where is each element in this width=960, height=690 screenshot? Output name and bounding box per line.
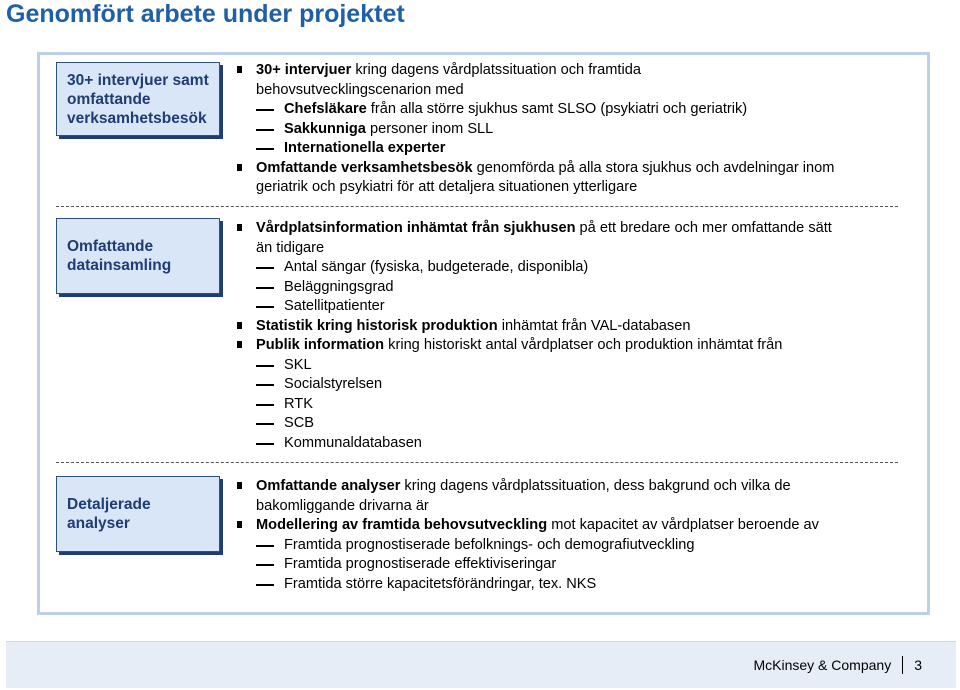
bullet-text bbox=[284, 575, 596, 595]
bullet-text bbox=[256, 159, 834, 179]
footer bbox=[753, 656, 922, 674]
section-divider bbox=[56, 462, 898, 463]
section-label-analyses bbox=[56, 476, 220, 552]
dash-bullet-icon bbox=[256, 267, 274, 269]
sub-bullet-item bbox=[236, 100, 906, 120]
bullet-text bbox=[256, 178, 637, 198]
dash-bullet-icon bbox=[256, 306, 274, 308]
sub-bullet-item bbox=[236, 536, 906, 556]
bullet-plain-text: kring dagens vårdplatssituation och framtida bbox=[351, 62, 641, 78]
sub-bullet-item bbox=[236, 414, 906, 434]
bullet-plain-text: personer inom SLL bbox=[365, 120, 494, 137]
sub-bullet-item bbox=[236, 375, 906, 395]
dash-bullet-icon bbox=[256, 564, 274, 566]
square-bullet-icon bbox=[237, 341, 242, 348]
bullet-plain-text: än tidigare bbox=[256, 239, 325, 256]
bullet-bold-text: Omfattande verksamhetsbesök bbox=[256, 159, 473, 176]
page-number: 3 bbox=[914, 657, 922, 673]
bullet-text bbox=[284, 375, 382, 395]
bullet-plain-text: Framtida större kapacitetsförändringar, tex. NKS bbox=[284, 575, 597, 592]
dash-bullet-icon bbox=[256, 443, 274, 445]
sub-bullet-item bbox=[236, 297, 906, 317]
page-title: Genomfört arbete under projektet bbox=[6, 0, 405, 28]
dash-bullet-icon bbox=[256, 384, 274, 386]
dash-bullet-icon bbox=[256, 423, 274, 425]
bullet-item bbox=[236, 159, 906, 179]
bullet-plain-text: kring historiskt antal vårdplatser och produktion inhämtat från bbox=[384, 337, 783, 353]
dash-bullet-icon bbox=[256, 365, 274, 367]
bullet-item bbox=[236, 317, 906, 337]
section-content bbox=[236, 219, 906, 453]
sub-bullet-item bbox=[236, 575, 906, 595]
bullet-text bbox=[284, 555, 556, 575]
bullet-plain-text: bakomliggande drivarna är bbox=[256, 497, 429, 514]
section-divider bbox=[56, 206, 898, 207]
bullet-plain-text: SKL bbox=[284, 356, 312, 373]
bullet-text bbox=[284, 356, 312, 376]
sub-bullet-item bbox=[236, 395, 906, 415]
bullet-bold-text: Vårdplatsinformation inhämtat från sjukhusen bbox=[256, 220, 576, 236]
section-label-text: 30+ intervjuer samt omfattande verksamhetsbesök bbox=[67, 71, 209, 127]
bullet-plain-text: mot kapacitet av vårdplatser beroende av bbox=[547, 517, 819, 533]
bullet-text bbox=[256, 239, 324, 259]
bullet-item bbox=[236, 219, 906, 239]
bullet-text bbox=[284, 278, 394, 298]
dash-bullet-icon bbox=[256, 404, 274, 406]
bullet-plain-text: behovsutvecklingscenarion med bbox=[256, 81, 464, 98]
square-bullet-icon bbox=[237, 521, 242, 528]
bullet-plain-text: Beläggningsgrad bbox=[284, 278, 394, 295]
bullet-text bbox=[284, 536, 694, 556]
sub-bullet-item bbox=[236, 139, 906, 159]
bullet-item bbox=[236, 239, 906, 259]
bullet-plain-text: SCB bbox=[284, 415, 315, 431]
section-content bbox=[236, 61, 906, 198]
sub-bullet-item bbox=[236, 278, 906, 298]
section-content bbox=[236, 477, 906, 594]
bullet-item bbox=[236, 336, 906, 356]
bullet-text bbox=[256, 317, 690, 337]
bullet-plain-text: Socialstyrelsen bbox=[284, 376, 383, 392]
square-bullet-icon bbox=[237, 224, 242, 231]
bullet-plain-text: Kommunaldatabasen bbox=[284, 434, 422, 451]
bullet-plain-text: kring dagens vårdplatssituation, dess bakgrund och vilka de bbox=[400, 478, 791, 494]
bullet-item bbox=[236, 516, 906, 536]
bullet-text bbox=[284, 120, 493, 140]
bullet-text bbox=[284, 100, 747, 120]
dash-bullet-icon bbox=[256, 148, 274, 150]
bullet-plain-text: Framtida prognostiserade befolknings- och demografiutveckling bbox=[284, 536, 695, 553]
bullet-text bbox=[256, 336, 782, 356]
sub-bullet-item bbox=[236, 120, 906, 140]
bullet-text bbox=[256, 516, 819, 536]
bullet-bold-text: Publik information bbox=[256, 337, 385, 353]
bullet-text bbox=[256, 477, 791, 497]
bullet-bold-text: Statistik kring historisk produktion bbox=[256, 317, 498, 334]
bullet-plain-text: på ett bredare och mer omfattande sätt bbox=[575, 220, 832, 236]
bullet-item bbox=[236, 178, 906, 198]
dash-bullet-icon bbox=[256, 287, 274, 289]
bullet-text bbox=[284, 139, 445, 159]
bullet-text bbox=[284, 434, 422, 454]
square-bullet-icon bbox=[237, 482, 242, 489]
bullet-bold-text: Chefsläkare bbox=[284, 101, 367, 117]
sub-bullet-item bbox=[236, 434, 906, 454]
bullet-bold-text: Sakkunniga bbox=[284, 120, 366, 137]
dash-bullet-icon bbox=[256, 545, 274, 547]
bullet-bold-text: Modellering av framtida behovsutveckling bbox=[256, 517, 548, 533]
bullet-plain-text: Framtida prognostiserade effektiviseringar bbox=[284, 556, 557, 572]
dash-bullet-icon bbox=[256, 129, 274, 131]
bullet-plain-text: geriatrik och psykiatri för att detaljera situationen ytterligare bbox=[256, 179, 638, 195]
company-name: McKinsey & Company bbox=[753, 657, 892, 673]
bullet-text bbox=[284, 258, 588, 278]
bullet-text bbox=[256, 219, 832, 239]
bullet-text bbox=[284, 395, 313, 415]
section-label-text: Omfattande datainsamling bbox=[67, 238, 172, 274]
bullet-text bbox=[256, 497, 429, 517]
bullet-plain-text: Satellitpatienter bbox=[284, 298, 385, 314]
bullet-text bbox=[256, 81, 464, 101]
bullet-item bbox=[236, 477, 906, 497]
section-label-data-collection bbox=[56, 218, 220, 294]
sub-bullet-item bbox=[236, 356, 906, 376]
dash-bullet-icon bbox=[256, 584, 274, 586]
square-bullet-icon bbox=[237, 164, 242, 171]
bullet-text bbox=[284, 297, 385, 317]
bullet-bold-text: Internationella experter bbox=[284, 140, 446, 156]
bullet-plain-text: RTK bbox=[284, 395, 313, 412]
footer-separator bbox=[902, 656, 903, 674]
bullet-item bbox=[236, 81, 906, 101]
bullet-plain-text: Antal sängar (fysiska, budgeterade, disponibla) bbox=[284, 259, 589, 275]
bullet-plain-text: genomförda på alla stora sjukhus och avdelningar inom bbox=[472, 159, 835, 176]
bullet-item bbox=[236, 61, 906, 81]
section-label-text: Detaljerade analyser bbox=[67, 496, 151, 532]
sub-bullet-item bbox=[236, 258, 906, 278]
square-bullet-icon bbox=[237, 322, 242, 329]
bullet-item bbox=[236, 497, 906, 517]
square-bullet-icon bbox=[237, 66, 242, 73]
bullet-bold-text: Omfattande analyser bbox=[256, 478, 401, 494]
dash-bullet-icon bbox=[256, 109, 274, 111]
section-label-interviews bbox=[56, 62, 220, 136]
bullet-text bbox=[284, 414, 314, 434]
sub-bullet-item bbox=[236, 555, 906, 575]
bullet-plain-text: inhämtat från VAL-databasen bbox=[497, 317, 691, 334]
bullet-text bbox=[256, 61, 641, 81]
bullet-bold-text: 30+ intervjuer bbox=[256, 62, 352, 78]
bullet-plain-text: från alla större sjukhus samt SLSO (psykiatri och geriatrik) bbox=[366, 101, 748, 117]
